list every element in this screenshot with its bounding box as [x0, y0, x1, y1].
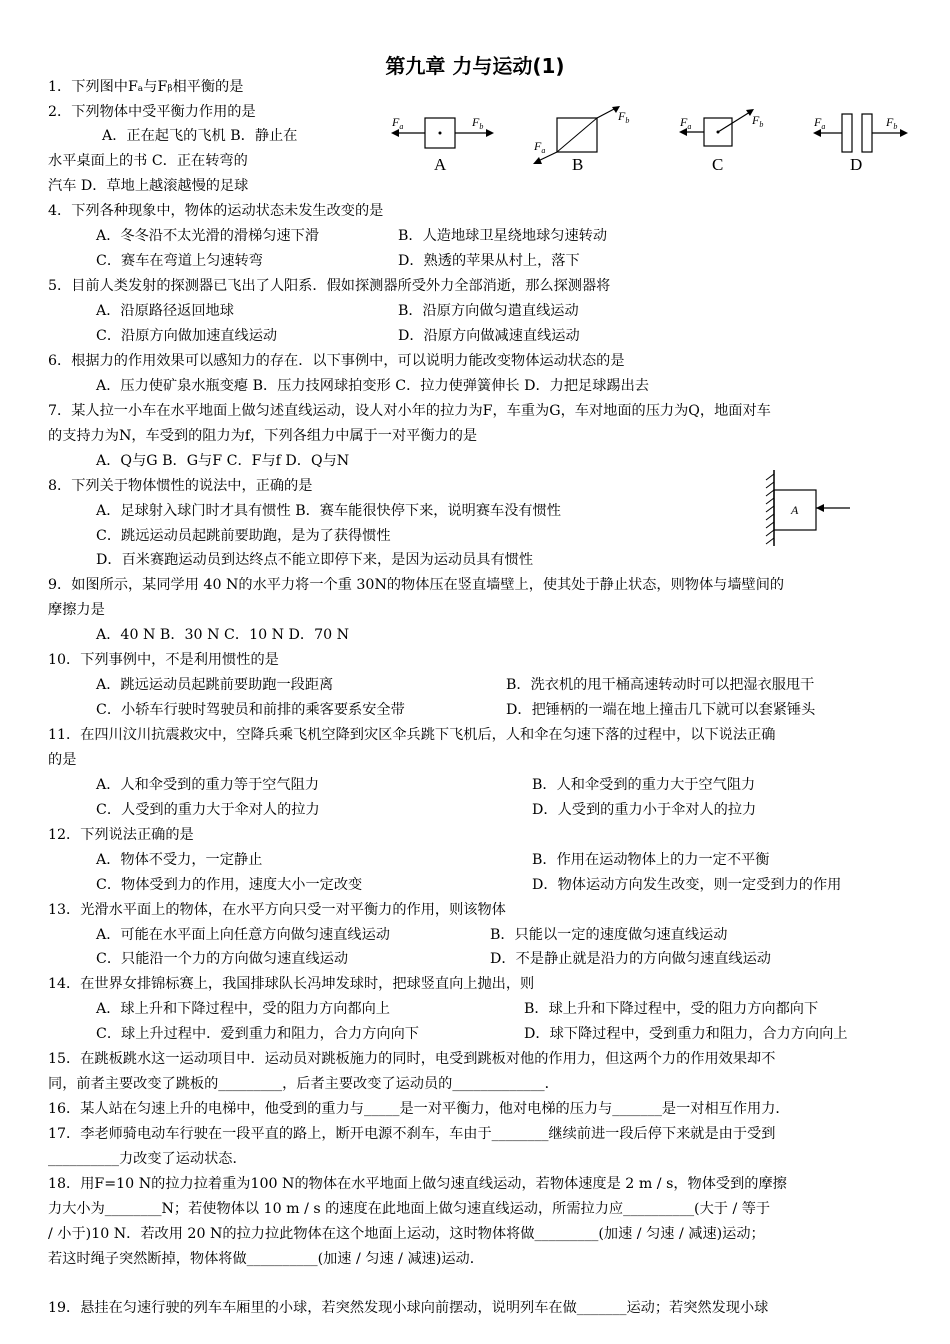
text-line: D．百米赛跑运动员到达终点不能立即停下来，是因为运动员具有惯性 — [96, 552, 534, 568]
text-line: C．物体受到力的作用，速度大小一定改变 — [96, 877, 363, 893]
label-fa: $F_a$ — [534, 139, 546, 155]
text-line: D．把锤柄的一端在地上撞击几下就可以套紧锤头 — [506, 702, 816, 718]
text-line: 12．下列说法正确的是 — [48, 827, 194, 843]
text-line: D．沿原方向做减速直线运动 — [398, 328, 580, 344]
text-line: 的支持力为N，车受到的阻力为f，下列各组力中属于一对平衡力的是 — [48, 428, 478, 444]
text-line: D．不是静止就是沿力的方向做匀速直线运动 — [490, 951, 771, 967]
label-fb: $F_b$ — [618, 109, 630, 125]
text-line: 2．下列物体中受平衡力作用的是 — [48, 104, 256, 120]
force-diagram-b — [530, 104, 635, 176]
text-line: 18．用F=10 N的拉力拉着重为100 N的物体在水平地面上做匀速直线运动，若物体速度是 2 m / s，物体受到的摩擦 — [48, 1176, 787, 1192]
text-line: 摩擦力是 — [48, 602, 105, 618]
force-diagram-a — [388, 108, 498, 176]
text-line: B．作用在运动物体上的力一定不平衡 — [532, 852, 770, 868]
text-line: A．足球射入球门时才具有惯性 B．赛车能很快停下来，说明赛车没有惯性 — [96, 503, 561, 519]
text-line: 7．某人拉一小车在水平地面上做匀述直线运动，设人对小年的拉力为F，车重为G，车对地面的压力为Q，地面对车 — [48, 403, 771, 419]
page-title: 第九章 力与运动(1) — [385, 54, 565, 78]
text-line: C．跳远运动员起跳前要助跑，是为了获得惯性 — [96, 528, 391, 544]
text-line: A．正在起飞的飞机 B．静止在 — [102, 128, 298, 144]
label-fa: $F_a$ — [680, 115, 692, 131]
label-fa: $F_a$ — [814, 115, 826, 131]
text-line: C．只能沿一个力的方向做匀速直线运动 — [96, 951, 349, 967]
text-line: C．沿原方向做加速直线运动 — [96, 328, 278, 344]
text-line: C．球上升过程中．爱到重力和阻力，合力方向向下 — [96, 1026, 419, 1042]
text-line: A．沿原路径返回地球 — [96, 303, 234, 319]
label-fb: $F_b$ — [886, 115, 898, 131]
text-line: 8．下列关于物体惯性的说法中，正确的是 — [48, 478, 313, 494]
text-line: 4．下列各种现象中，物体的运动状态未发生改变的是 — [48, 203, 384, 219]
text-line: A．可能在水平面上向任意方向做匀速直线运动 — [96, 927, 390, 943]
text-line: A．跳远运动员起跳前要助跑一段距离 — [96, 677, 334, 693]
text-line: 若这时绳子突然断掉，物体将做__________(加速 / 匀速 / 减速)运动． — [48, 1251, 484, 1267]
text-line: 10．下列事例中，不是利用惯性的是 — [48, 652, 279, 668]
text-line: B．沿原方向做匀遣直线运动 — [398, 303, 579, 319]
text-line: C．人受到的重力大于伞对人的拉力 — [96, 802, 320, 818]
caption-d: D — [850, 155, 863, 174]
label-fb: $F_b$ — [472, 115, 484, 131]
text-line: 1．下列图中Fₐ与Fᵦ相平衡的是 — [48, 79, 244, 95]
text-line: C．小轿车行驶时驾驶员和前排的乘客要系安全带 — [96, 702, 405, 718]
text-line: 17．李老师骑电动车行驶在一段平直的路上，断开电源不刹车，车由于________继续前进一段后停下来就是由于受到 — [48, 1126, 776, 1142]
label-fb: $F_b$ — [752, 113, 764, 129]
text-line: 11．在四川汶川抗震救灾中，空降兵乘飞机空降到灾区伞兵跳下飞机后，人和伞在匀速下落的过程中，以下说法正确 — [48, 727, 776, 743]
text-line: 6．根据力的作用效果可以感知力的存在．以下事例中，可以说明力能改变物体运动状态的是 — [48, 353, 625, 369]
text-line: A．物体不受力，一定静止 — [96, 852, 263, 868]
text-line: D．球下降过程中，受到重力和阻力，合力方向向上 — [524, 1026, 848, 1042]
caption-c: C — [712, 155, 724, 174]
text-line: B．人造地球卫星绕地球匀速转动 — [398, 228, 608, 244]
caption-a: A — [434, 155, 447, 174]
text-line: 19．悬挂在匀速行驶的列车车厢里的小球，若突然发现小球向前摆动，说明列车在做_______运动；若突然发现小球 — [48, 1300, 769, 1316]
force-diagram-c — [676, 104, 776, 176]
text-line: D．物体运动方向发生改变，则一定受到力的作用 — [532, 877, 842, 893]
text-line: 汽车 D．草地上越滚越慢的足球 — [48, 178, 249, 194]
text-line: A．40 N B．30 N C．10 N D．70 N — [96, 627, 350, 643]
text-line: A．人和伞受到的重力等于空气阻力 — [96, 777, 320, 793]
text-line: A．Q与G B．G与F C．F与f D．Q与N — [96, 453, 350, 469]
text-line: A．球上升和下降过程中，受的阻力方向都向上 — [96, 1001, 390, 1017]
text-line: 5．目前人类发射的探测器已飞出了人阳系．假如探测器所受外力全部消逝，那么探测器将 — [48, 278, 611, 294]
text-line: B．只能以一定的速度做匀速直线运动 — [490, 927, 728, 943]
text-line: D．熟透的苹果从村上，落下 — [398, 253, 580, 269]
text-line: 15．在跳板跳水这一运动项目中．运动员对跳板施力的同时，电受到跳板对他的作用力，但这两个力的作用效果却不 — [48, 1051, 776, 1067]
force-diagram-d — [810, 108, 920, 176]
caption-b: B — [572, 155, 584, 174]
text-line: A．冬冬沿不太光滑的滑梯匀速下滑 — [96, 228, 320, 244]
text-line: C．赛车在弯道上匀速转弯 — [96, 253, 263, 269]
text-line: 16．某人站在匀速上升的电梯中，他受到的重力与_____是一对平衡力，他对电梯的压力与_______是一对相互作用力． — [48, 1101, 790, 1117]
wall-block-diagram — [762, 468, 862, 548]
text-line: 9．如图所示，某同学用 40 N的水平力将一个重 30N的物体压在竖直墙壁上，使其处于静止状态，则物体与墙壁间的 — [48, 577, 785, 593]
text-line: 的是 — [48, 752, 77, 768]
text-line: B．人和伞受到的重力大于空气阻力 — [532, 777, 756, 793]
text-line: A．压力使矿泉水瓶变瘪 B．压力技网球拍变形 C．拉力使弹簧伸长 D．力把足球踢出去 — [96, 378, 649, 394]
text-line: B．洗衣机的甩干桶高速转动时可以把湿衣服甩干 — [506, 677, 815, 693]
text-line: D．人受到的重力小于伞对人的拉力 — [532, 802, 757, 818]
text-line: 水平桌面上的书 C．正在转弯的 — [48, 153, 248, 169]
text-line: __________力改变了运动状态． — [48, 1151, 247, 1167]
block-label: A — [791, 503, 799, 517]
text-line: 14．在世界女排锦标赛上，我国排球队长冯坤发球时，把球竖直向上抛出，则 — [48, 976, 535, 992]
text-line: 13．光滑水平面上的物体，在水平方向只受一对平衡力的作用，则该物体 — [48, 902, 506, 918]
text-line: 同，前者主要改变了跳板的_________，后者主要改变了运动员的_____________． — [48, 1076, 559, 1092]
text-line: / 小于)10 N．若改用 20 N的拉力拉此物体在这个地面上运动，这时物体将做_________(加速 / 匀速 / 减速)运动； — [48, 1226, 765, 1242]
text-line: B．球上升和下降过程中，受的阻力方向都向下 — [524, 1001, 819, 1017]
text-line: 力大小为________N；若使物体以 10 m / s 的速度在此地面上做匀速直线运动，所需拉力应__________(大于 / 等于 — [48, 1201, 771, 1217]
label-fa: $F_a$ — [392, 115, 404, 131]
